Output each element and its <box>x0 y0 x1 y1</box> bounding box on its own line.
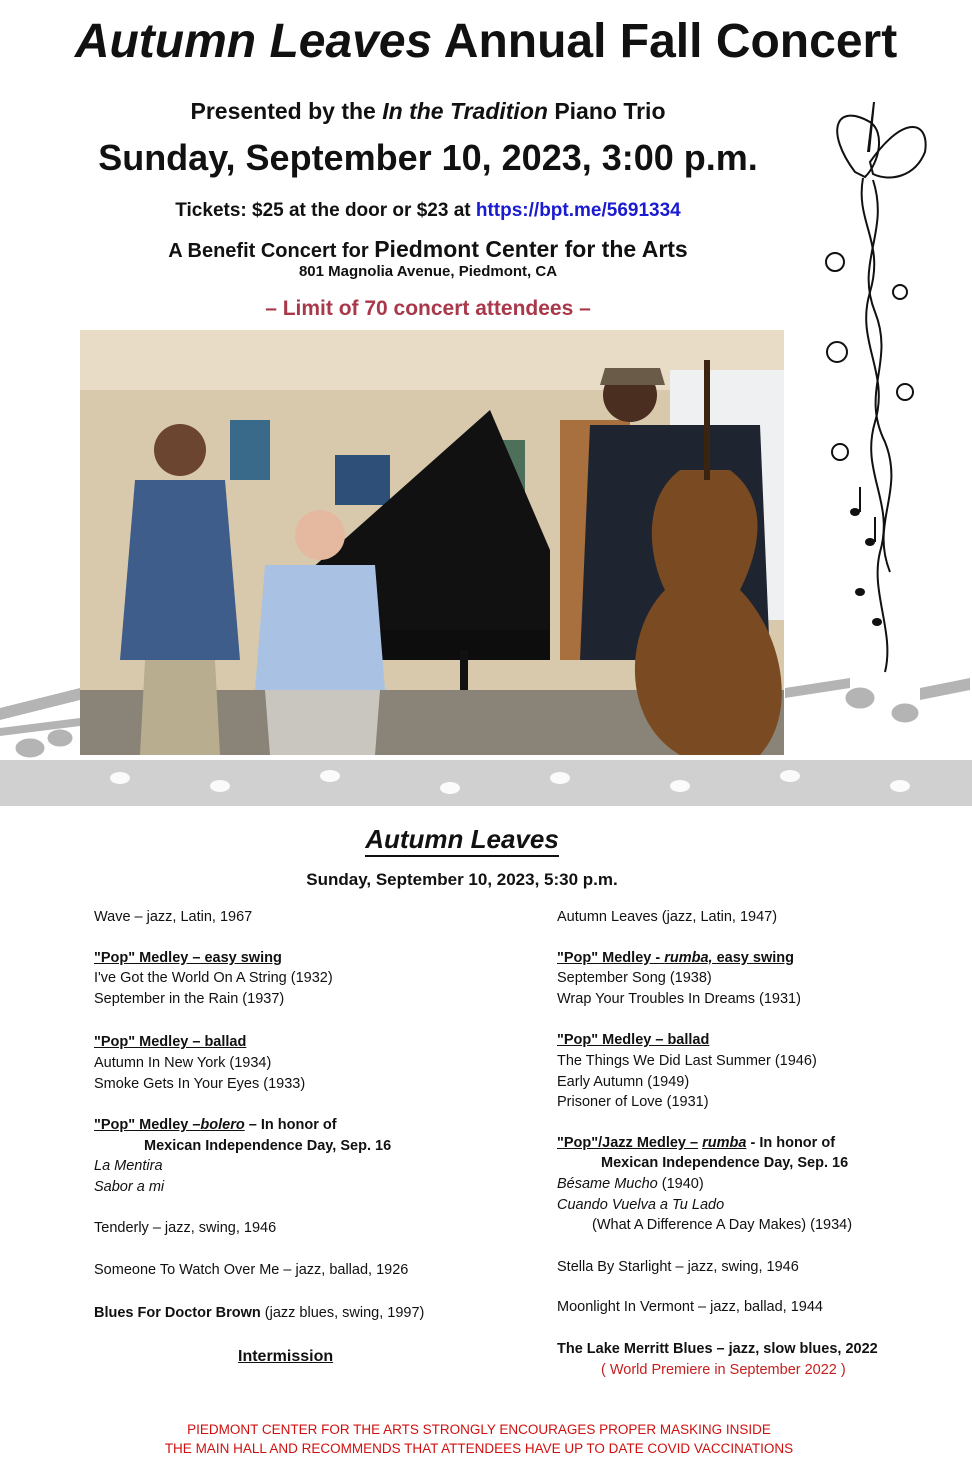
premiere-note: ( World Premiere in September 2022 ) <box>601 1361 846 1378</box>
medley-heading-style: bolero <box>200 1117 245 1134</box>
song-item: Autumn In New York (1934) <box>94 1054 272 1071</box>
program-title-text: Autumn Leaves <box>365 824 559 857</box>
medley-heading-part: "Pop"/Jazz Medley – <box>557 1134 699 1151</box>
program-title <box>0 824 924 855</box>
song-wave: Wave – jazz, Latin, 1967 <box>94 909 253 925</box>
venue-name: Piedmont Center for the Arts <box>374 236 688 262</box>
butterfly-music-decoration <box>815 92 935 682</box>
medley-heading-style: rumba <box>702 1134 747 1151</box>
song-details: (jazz blues, swing, 1997) <box>260 1304 425 1321</box>
song-item: September in the Rain (1937) <box>94 990 285 1007</box>
medley-heading-part: "Pop" Medley - <box>557 949 661 966</box>
intermission-label: Intermission <box>238 1348 334 1365</box>
medley-heading-style: rumba, <box>664 949 713 966</box>
notice-line: PIEDMONT CENTER FOR THE ARTS STRONGLY ENCOURAGES PROPER MASKING INSIDE <box>187 1422 771 1437</box>
medley-heading <box>557 1133 878 1154</box>
attendee-limit: – Limit of 70 concert attendees – <box>265 297 591 320</box>
song-item: Wrap Your Troubles In Dreams (1931) <box>557 990 801 1007</box>
song-item: September Song (1938) <box>557 970 712 987</box>
benefit-prefix: A Benefit Concert for <box>168 240 369 262</box>
benefit-line <box>0 236 856 263</box>
medley-heading: "Pop" Medley – easy swing <box>94 949 282 966</box>
song-year: (1940) <box>657 1175 704 1192</box>
song-item-subtitle: (What A Difference A Day Makes) (1934) <box>592 1217 853 1234</box>
medley-heading <box>94 1115 424 1136</box>
song-moonlight: Moonlight In Vermont – jazz, ballad, 1944 <box>557 1299 823 1316</box>
medley-heading-honor: – In honor of <box>248 1117 337 1134</box>
concert-title <box>0 14 972 69</box>
presented-prefix: Presented by the <box>190 98 376 124</box>
medley-heading-style2: easy swing <box>716 949 794 966</box>
song-item: Prisoner of Love (1931) <box>557 1094 709 1111</box>
song-item: Early Autumn (1949) <box>557 1073 690 1090</box>
song-item: The Things We Did Last Summer (1946) <box>557 1052 817 1069</box>
song-blues-doctor-brown <box>94 1303 424 1324</box>
song-item <box>557 1174 878 1195</box>
medley-heading-occasion: Mexican Independence Day, Sep. 16 <box>601 1155 849 1172</box>
trio-name: In the Tradition <box>382 98 548 124</box>
song-lake-merritt: The Lake Merritt Blues – jazz, slow blues, 2022 <box>557 1340 878 1357</box>
song-item: Sabor a mi <box>94 1178 165 1195</box>
program-left-column <box>94 907 424 1323</box>
song-someone: Someone To Watch Over Me – jazz, ballad, 1926 <box>94 1262 409 1279</box>
presented-suffix: Piano Trio <box>554 98 666 124</box>
medley-heading-occasion: Mexican Independence Day, Sep. 16 <box>144 1137 392 1154</box>
song-autumn-leaves: Autumn Leaves (jazz, Latin, 1947) <box>557 909 778 925</box>
concert-date: Sunday, September 10, 2023, 3:00 p.m. <box>98 137 758 178</box>
notice-line: THE MAIN HALL AND RECOMMENDS THAT ATTENDEES HAVE UP TO DATE COVID VACCINATIONS <box>164 1441 794 1456</box>
song-item: Cuando Vuelva a Tu Lado <box>557 1196 725 1213</box>
song-title: Bésame Mucho <box>557 1175 658 1192</box>
medley-heading-part: "Pop" Medley – <box>94 1117 201 1134</box>
title-rest: Annual Fall Concert <box>443 15 898 68</box>
medley-heading <box>557 948 878 969</box>
program-date: Sunday, September 10, 2023, 5:30 p.m. <box>306 870 618 889</box>
tickets-text: Tickets: $25 at the door or $23 at <box>175 200 471 221</box>
covid-notice <box>0 1420 958 1458</box>
song-item: Smoke Gets In Your Eyes (1933) <box>94 1075 306 1092</box>
song-tenderly: Tenderly – jazz, swing, 1946 <box>94 1219 277 1236</box>
tickets-link[interactable]: https://bpt.me/5691334 <box>475 200 681 221</box>
venue-address: 801 Magnolia Avenue, Piedmont, CA <box>298 263 558 280</box>
tickets-info <box>0 200 856 222</box>
song-title: Blues For Doctor Brown <box>94 1304 261 1321</box>
song-item: La Mentira <box>94 1158 163 1175</box>
medley-heading: "Pop" Medley – ballad <box>94 1034 247 1051</box>
song-item: I've Got the World On A String (1932) <box>94 970 333 987</box>
medley-heading: "Pop" Medley – ballad <box>557 1032 710 1049</box>
presented-by <box>0 98 856 125</box>
medley-heading-honor: - In honor of <box>750 1134 836 1151</box>
music-notes-decoration <box>0 668 972 808</box>
program-right-column <box>557 907 878 1380</box>
song-stella: Stella By Starlight – jazz, swing, 1946 <box>557 1258 799 1275</box>
title-italic: Autumn Leaves <box>74 15 433 68</box>
